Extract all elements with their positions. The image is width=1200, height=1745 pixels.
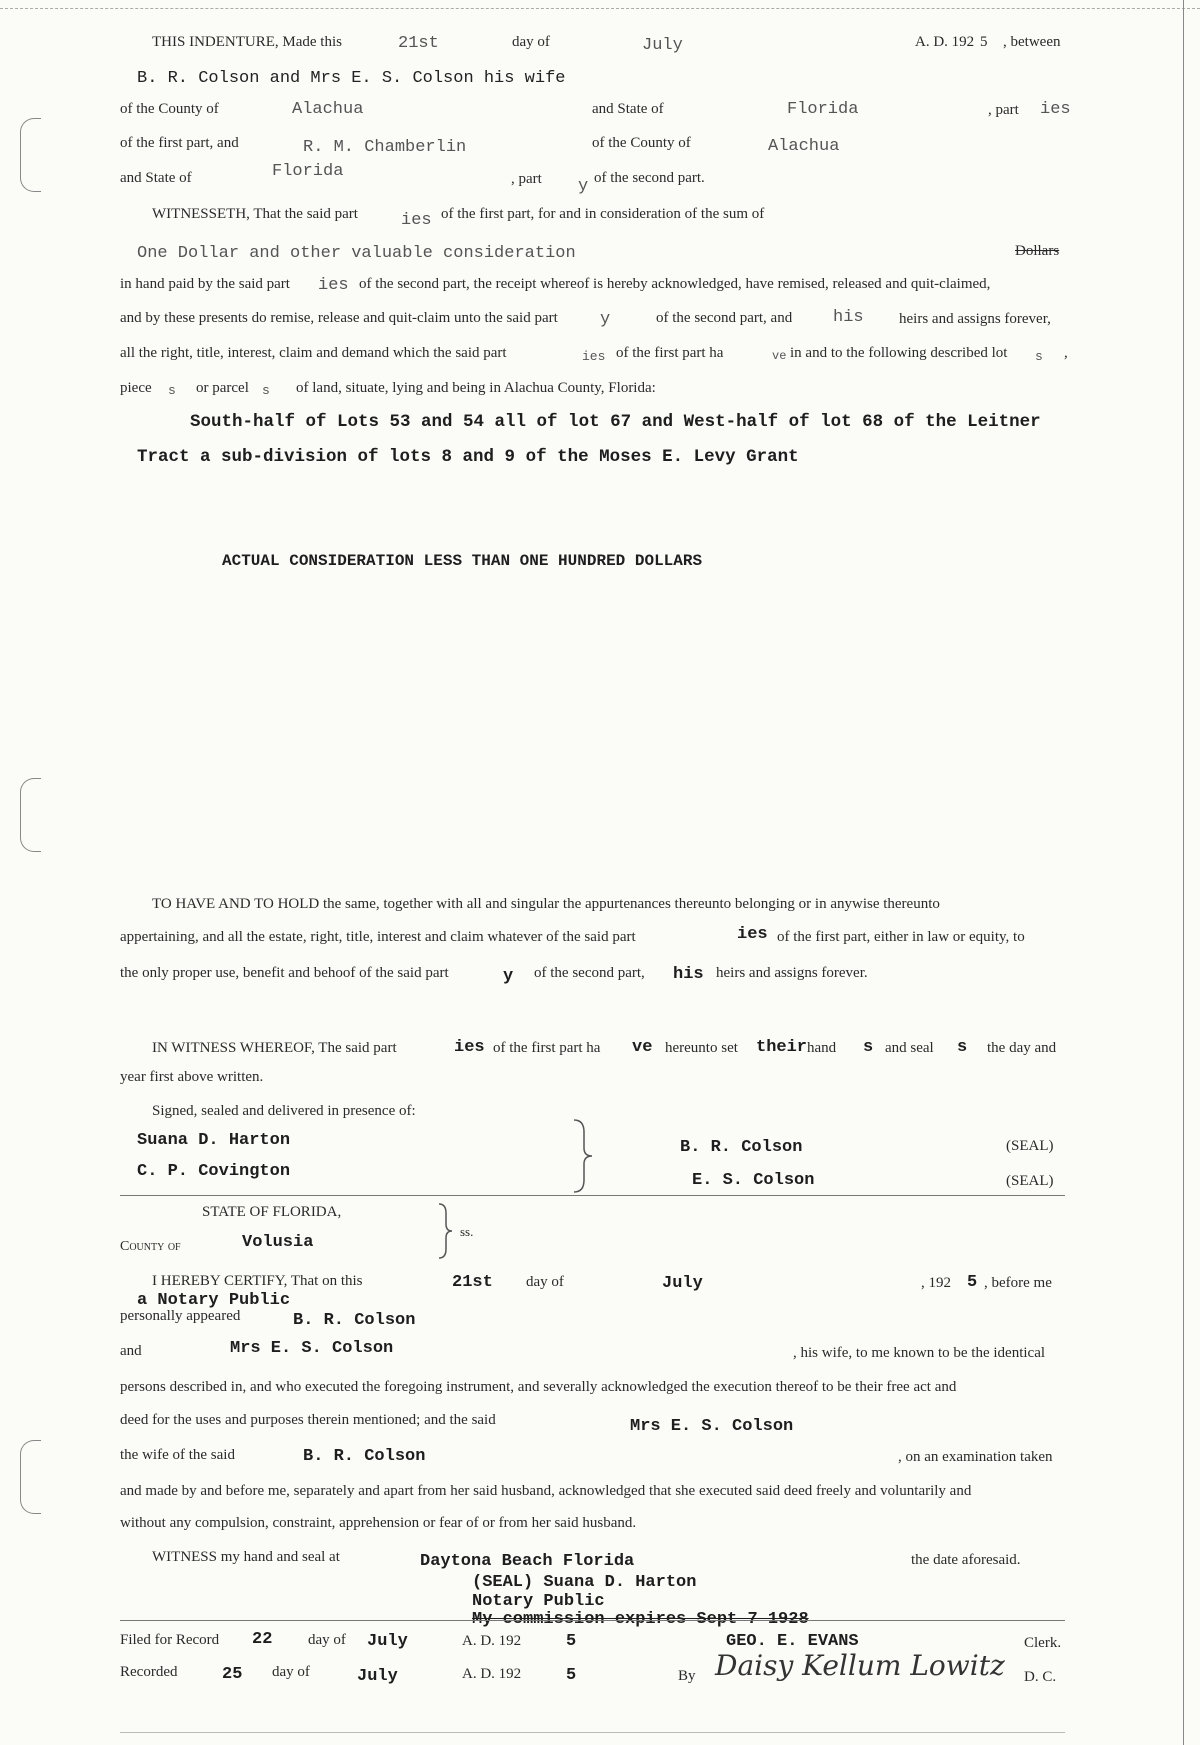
seal-label-1: (SEAL) [1006,1138,1054,1154]
testimonium-c: of the first part ha [493,1040,601,1056]
recorded-label: Recorded [120,1664,178,1680]
consideration-statement: ACTUAL CONSIDERATION LESS THAN ONE HUNDRED DOLLARS [222,552,703,570]
witnesseth-line4-b: y [600,310,611,329]
wife-name: Mrs E. S. Colson [630,1417,794,1436]
consideration-sum: One Dollar and other valuable consideration [137,244,576,263]
second-party-county: Alachua [768,137,840,156]
habendum-line3-a: the only proper use, benefit and behoof of the said part [120,965,449,981]
witnesseth-line6-e: of land, situate, lying and being in Alachua County, Florida: [296,380,656,396]
witness-signature-1: Suana D. Harton [137,1131,291,1150]
filed-day-of: day of [308,1632,346,1648]
page-edge-line [1183,0,1184,1745]
second-part-label: of the second part. [594,170,705,186]
recorded-month: July [357,1667,398,1686]
deputy-clerk-signature: Daisy Kellum Lowitz [715,1649,1005,1682]
recorded-year-digit: 5 [566,1666,577,1685]
ack-line3: and made by and before me, separately and apart from her said husband, acknowledged that she executed said deed freely and voluntarily and [120,1483,972,1499]
grantor-signature-2: E. S. Colson [692,1171,815,1190]
ack-line2: deed for the uses and purposes therein mentioned; and the said [120,1412,496,1428]
witnesseth-line5-b: ies [582,349,606,364]
ack-day: 21st [452,1273,493,1292]
binder-hole [20,1440,41,1514]
examination-label: , on an examination taken [898,1449,1053,1465]
testimonium-d: ve [632,1038,653,1057]
testimonium-k: the day and [987,1040,1057,1056]
filed-for-record-label: Filed for Record [120,1632,220,1648]
recorded-day: 25 [222,1665,243,1684]
binder-hole [20,118,41,192]
husband-name: B. R. Colson [303,1447,426,1466]
first-party-county: Alachua [292,100,364,119]
certify-label: I HEREBY CERTIFY, That on this [152,1273,363,1289]
fold-line [0,8,1200,9]
filed-month: July [367,1632,408,1651]
witnesseth-line3-a: in hand paid by the said part [120,276,290,292]
appeared-person-2: Mrs E. S. Colson [230,1339,394,1358]
county-label-ack: County of [120,1239,181,1254]
seal-label-2: (SEAL) [1006,1173,1054,1189]
his-wife-label: , his wife, to me known to be the identical [793,1345,1046,1361]
between-label: , between [1003,34,1061,50]
witnesseth-tail: of the first part, for and in consideration of the sum of [441,206,765,222]
witnesseth-line3-b: ies [318,276,349,295]
notary-place: Daytona Beach Florida [420,1552,635,1571]
testimonium-b: ies [454,1038,485,1057]
habendum-line3-d: his [673,965,704,984]
ack-line4: without any compulsion, constraint, apprehension or fear of or from her said husband. [120,1515,637,1531]
state-of-florida: STATE OF FLORIDA, [202,1204,342,1220]
ss-label: ss. [460,1224,474,1239]
part-label-2: , part [511,171,542,187]
filed-ad-label: A. D. 192 [462,1633,522,1649]
testimonium-i: and seal [885,1040,934,1056]
county-label-2: of the County of [592,135,691,151]
state-label-2: and State of [120,170,192,186]
by-label: By [678,1668,696,1684]
land-description-line2: Tract a sub-division of lots 8 and 9 of the Moses E. Levy Grant [137,447,799,467]
deputy-clerk-label: D. C. [1024,1669,1057,1685]
binder-hole [20,778,41,852]
first-party-names: B. R. Colson and Mrs E. S. Colson his wife [137,69,566,88]
habendum-line3-b: y [503,967,514,986]
witnesseth-line5-e: in and to the following described lot [790,345,1008,361]
officer-title: a Notary Public [137,1291,291,1310]
ack-county-value: Volusia [242,1233,314,1252]
part-2-suffix: y [578,177,589,196]
witnesseth-line6-b: s [168,383,176,398]
witnesseth-lead: WITNESSETH, That the said part [152,206,358,222]
and-label: and [120,1343,142,1359]
notary-title: Notary Public [472,1592,605,1611]
witnesseth-line5-f: s [1035,349,1043,364]
appeared-person-1: B. R. Colson [293,1311,416,1330]
second-party-state: Florida [272,162,344,181]
testimonium-line2: year first above written. [120,1069,264,1085]
before-me-label: , before me [984,1275,1052,1291]
bottom-margin-line [120,1732,1065,1733]
ad-year-digit: 5 [980,34,988,50]
habendum-line2-a: appertaining, and all the estate, right, title, interest and claim whatever of the said part [120,929,636,945]
date-aforesaid-label: the date aforesaid. [911,1552,1021,1568]
testimonium-j: s [957,1038,968,1057]
witness-signature-2: C. P. Covington [137,1162,291,1181]
recorded-day-of: day of [272,1664,310,1680]
witnesseth-line4-a: and by these presents do remise, release and quit-claim unto the said part [120,310,558,326]
habendum-line1: TO HAVE AND TO HOLD the same, together with all and singular the appurtenances thereunto belonging or in anywise thereunto [152,896,940,912]
ack-line1: persons described in, and who executed the foregoing instrument, and severally acknowledged the execution thereof to be their free act and [120,1379,957,1395]
day-of-label: day of [512,34,550,50]
testimonium-a: IN WITNESS WHEREOF, The said part [152,1040,397,1056]
witnesseth-line5-d: ve [772,349,787,363]
testimonium-f: their [756,1038,808,1057]
ack-year-prefix: , 192 [921,1275,951,1291]
witnesseth-line5-a: all the right, title, interest, claim and demand which the said part [120,345,507,361]
habendum-line2-c: of the first part, either in law or equity, to [777,929,1025,945]
witnesseth-line6-a: piece [120,380,152,396]
commission-expiry: My commission expires Sept 7 1928 [472,1610,809,1629]
testimonium-g: hand [807,1040,837,1056]
indenture-label: THIS INDENTURE, Made this [152,34,342,50]
habendum-line2-b: ies [737,925,768,944]
indenture-day: 21st [398,34,439,53]
county-label: of the County of [120,101,219,117]
clerk-name: GEO. E. EVANS [726,1632,859,1651]
part-label: , part [988,102,1019,118]
witnesseth-line4-c: of the second part, and [656,310,793,326]
part-suffix: ies [1040,100,1071,119]
wife-of-label: the wife of the said [120,1447,235,1463]
record-divider [120,1620,1065,1621]
indenture-month: July [642,36,683,55]
brace-icon [436,1202,454,1260]
first-part-and-label: of the first part, and [120,135,239,151]
ack-month: July [662,1274,703,1293]
habendum-line3-c: of the second part, [534,965,645,981]
state-label: and State of [592,101,664,117]
dollars-label: Dollars [1015,243,1060,259]
brace-icon [570,1118,596,1194]
signed-in-presence-label: Signed, sealed and delivered in presence of: [152,1103,416,1119]
witness-hand-label: WITNESS my hand and seal at [152,1549,340,1565]
habendum-line3-e: heirs and assigns forever. [716,965,868,981]
testimonium-h: s [863,1038,874,1057]
personally-appeared-label: personally appeared [120,1308,241,1324]
clerk-label: Clerk. [1024,1635,1062,1651]
witnesseth-suffix: ies [401,211,432,230]
second-party-name: R. M. Chamberlin [303,138,467,157]
ad-label: A. D. 192 [915,34,975,50]
witnesseth-line6-c: or parcel [196,380,249,396]
witnesseth-line3-c: of the second part, the receipt whereof is hereby acknowledged, have remised, released and quit-claimed, [359,276,991,292]
ack-day-of: day of [526,1274,564,1290]
filed-year-digit: 5 [566,1632,577,1651]
ack-year-digit: 5 [967,1273,978,1292]
land-description-line1: South-half of Lots 53 and 54 all of lot 67 and West-half of lot 68 of the Leitner [190,412,1041,432]
filed-day: 22 [252,1630,273,1649]
witnesseth-line5-g: , [1064,345,1068,361]
notary-signature: (SEAL) Suana D. Harton [472,1573,697,1592]
first-party-state: Florida [787,100,859,119]
witnesseth-line4-d: his [833,308,864,327]
grantor-signature-1: B. R. Colson [680,1138,803,1157]
witnesseth-line5-c: of the first part ha [616,345,724,361]
section-divider [120,1195,1065,1196]
recorded-ad-label: A. D. 192 [462,1666,522,1682]
witnesseth-line6-d: s [262,383,270,398]
testimonium-e: hereunto set [665,1040,738,1056]
witnesseth-line4-e: heirs and assigns forever, [899,311,1051,327]
